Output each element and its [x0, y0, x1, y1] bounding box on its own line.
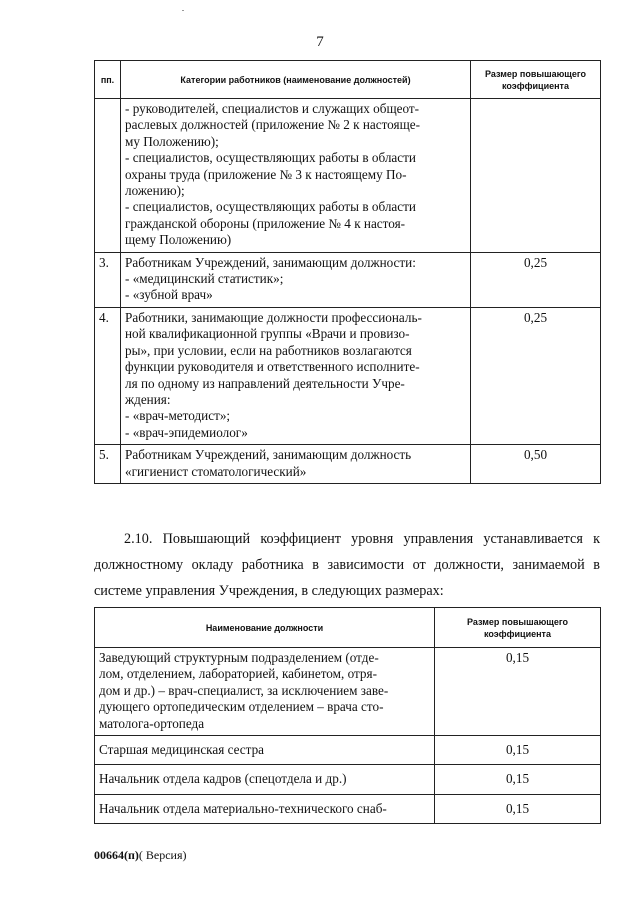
row-position: [95, 794, 435, 823]
category-line: - «врач-эпидемиолог»: [125, 424, 248, 440]
position-line: Заведующий структурным подразделением (отде-: [99, 650, 379, 665]
category-line: - «врач-методист»;: [125, 408, 231, 424]
header-position: Наименование должности: [95, 608, 435, 648]
category-line: ложению);: [125, 183, 185, 199]
row-category: [121, 307, 471, 444]
header-number: пп.: [95, 61, 121, 99]
table-row: [95, 307, 601, 444]
category-line: - специалистов, осуществляющих работы в области: [125, 199, 416, 215]
position-line: дующего ортопедическим отделением – врача сто-: [99, 699, 384, 715]
row-coefficient: 0,50: [471, 445, 601, 484]
position-line: лом, отделением, лабораторией, кабинетом, отря-: [99, 666, 377, 682]
row-coefficient: 0,25: [471, 307, 601, 444]
table-row: [95, 252, 601, 307]
category-line: - «медицинский статистик»;: [125, 271, 284, 287]
row-coefficient: 0,15: [435, 794, 601, 823]
table-row: [95, 648, 601, 736]
page-number: 7: [316, 34, 324, 50]
category-line: Работникам Учреждений, занимающим должности:: [125, 254, 416, 270]
row-position: [95, 736, 435, 765]
category-line: щему Положению): [125, 232, 232, 248]
category-line: Работники, занимающие должности профессиональ-: [125, 309, 422, 325]
coefficients-table-categories: [94, 60, 601, 484]
paragraph-text: 2.10. Повышающий коэффициент уровня управления устанавливается к должностному окладу работника в зависимости от должности, занимаемой в системе управления Учреждения, в следующих размерах:: [94, 531, 600, 599]
document-version: ( Версия): [138, 848, 187, 862]
table-row: [95, 736, 601, 765]
category-line: ждения:: [125, 391, 171, 407]
row-position: [95, 765, 435, 794]
row-coefficient: [471, 99, 601, 253]
category-line: ры», при условии, если на работников возлагаются: [125, 342, 412, 358]
row-number: [95, 99, 121, 253]
row-coefficient: 0,25: [471, 252, 601, 307]
table-header-row: [95, 608, 601, 648]
row-category: [121, 99, 471, 253]
category-line: ной квалификационной группы «Врачи и провизо-: [125, 326, 410, 342]
category-line: - специалистов, осуществляющих работы в области: [125, 150, 416, 166]
paragraph-2-10: [94, 526, 600, 604]
category-line: раслевых должностей (приложение № 2 к настояще-: [125, 117, 420, 133]
row-position: [95, 648, 435, 736]
table-row: [95, 99, 601, 253]
table-row: [95, 794, 601, 823]
row-coefficient: 0,15: [435, 736, 601, 765]
table-header-row: [95, 61, 601, 99]
row-number: 4.: [95, 307, 121, 444]
row-coefficient: 0,15: [435, 765, 601, 794]
category-line: Работникам Учреждений, занимающим должность: [125, 447, 412, 463]
table-row: [95, 765, 601, 794]
row-category: [121, 252, 471, 307]
header-coefficient: Размер повышающего коэффициента: [435, 608, 601, 648]
position-line: Начальник отдела кадров (спецотдела и др.): [99, 771, 347, 787]
category-line: функции руководителя и ответственного исполните-: [125, 359, 420, 375]
row-number: 3.: [95, 252, 121, 307]
category-line: «гигиенист стоматологический»: [125, 463, 307, 479]
document-code: [94, 848, 187, 863]
row-coefficient: 0,15: [435, 648, 601, 736]
category-line: - руководителей, специалистов и служащих общеот-: [125, 101, 420, 116]
header-coefficient: Размер повышающего коэффициента: [471, 61, 601, 99]
position-line: дом и др.) – врач-специалист, за исключением заве-: [99, 682, 389, 698]
row-number: 5.: [95, 445, 121, 484]
position-line: Начальник отдела материально-технического снаб-: [99, 800, 387, 816]
category-line: - «зубной врач»: [125, 287, 213, 303]
coefficients-table-management: [94, 607, 601, 824]
document-code-number: 00664(п): [94, 848, 139, 862]
position-line: матолога-ортопеда: [99, 715, 205, 731]
header-category: Категории работников (наименование должностей): [121, 61, 471, 99]
category-line: му Положению);: [125, 133, 219, 149]
category-line: ля по одному из направлений деятельности Учре-: [125, 375, 405, 391]
category-line: гражданской обороны (приложение № 4 к настоя-: [125, 215, 406, 231]
category-line: охраны труда (приложение № 3 к настоящему По-: [125, 166, 407, 182]
scan-artifact: [182, 10, 184, 11]
position-line: Старшая медицинская сестра: [99, 742, 265, 758]
row-category: [121, 445, 471, 484]
table-row: [95, 445, 601, 484]
